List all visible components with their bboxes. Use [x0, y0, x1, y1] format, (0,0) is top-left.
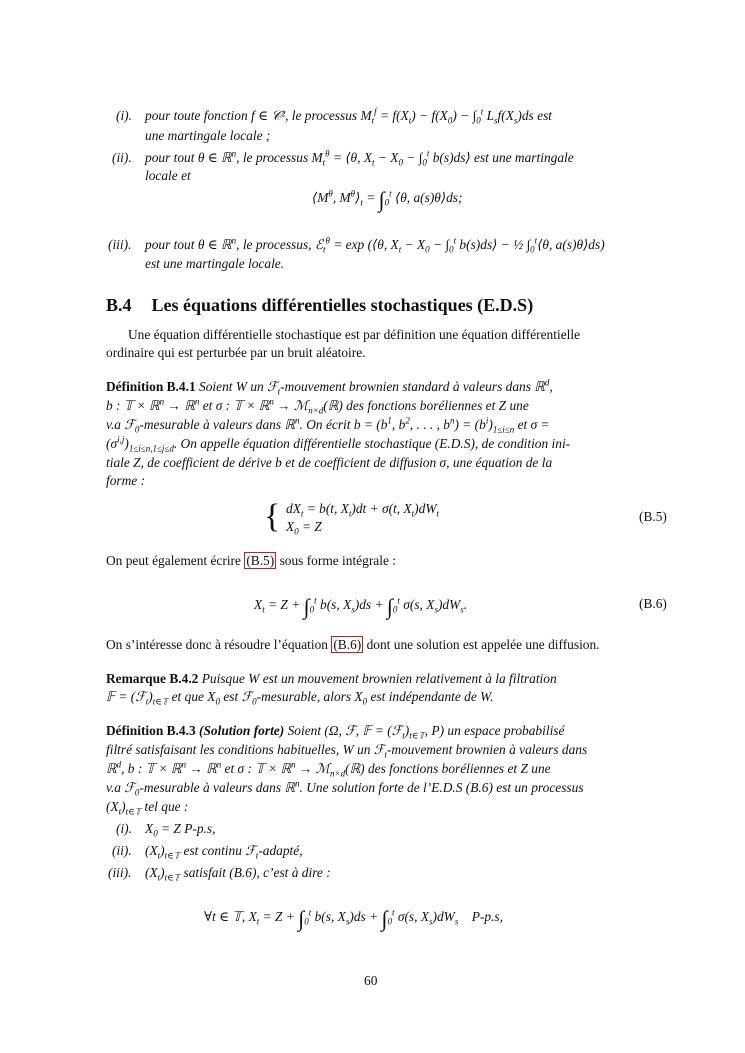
definition-b43-item3-text: $(X_t)_{t\in 𝕋}$ satisfait (B.6), c’est à dire : — [145, 865, 331, 883]
definition-b43-line4: v.a ℱ$_0$-mesurable à valeurs dans ℝ$^n$. Une solution forte de l’E.D.S (B.6) est un processus — [106, 778, 584, 798]
list1-item2-equation: $⟨M^\theta$, $M^\theta⟩_t = \int_0^t$ ⟨θ, a(s)θ⟩ds; — [312, 187, 463, 212]
ref-b5-link[interactable]: (B.5) — [246, 553, 275, 568]
definition-b41-line5: tiale Z, de coefficient de dérive b et de coefficient de diffusion σ, une équation de la — [106, 455, 553, 470]
text-after-b6 — [106, 636, 600, 654]
text-after-b6-after: dont une solution est appelée une diffusion. — [363, 637, 600, 652]
text-after-b5-before: On peut également écrire — [106, 553, 245, 568]
definition-b41-line1: Soient W un ℱ$_t$-mouvement brownien standard à valeurs dans ℝ$^d$, — [199, 377, 553, 397]
text-after-b6-before: On s’intéresse donc à résoudre l’équation — [106, 637, 332, 652]
list1-item2-line2: locale et — [145, 168, 191, 183]
section-number: B.4 — [106, 295, 132, 315]
list1-item1-line2: une martingale locale ; — [145, 128, 271, 143]
page-number: 60 — [364, 973, 378, 988]
text-after-b5 — [106, 552, 396, 570]
definition-b43-subhead: (Solution forte) — [199, 723, 285, 738]
list1-item3-line1: pour tout θ ∈ ℝ$^n$, le processus, ℰ$_t^\theta$ = exp (⟨θ, $X_t - X_0 - \int_0^t$ b(s)ds⟩ − ½ $\int_0^t⟨\theta$, a(s)θ⟩ds) — [145, 235, 605, 255]
list1-item1-line1: pour toute fonction f ∈ 𝒞², le processus $M_t^f = f(X_t) - f(X_0) - \int_0^t$ $L_sf(X_s)ds$ est — [145, 106, 552, 126]
definition-b43-item1-text: $X_0 = Z$ P-p.s, — [145, 821, 216, 839]
list1-item2-line1: pour tout θ ∈ ℝ$^n$, le processus $M_t^\theta$ = ⟨θ, $X_t - X_0 - \int_0^t$ b(s)ds⟩ est une martingale — [145, 148, 574, 168]
eq-b5-number: (B.5) — [639, 509, 667, 524]
definition-b43-line5: $(X_t)_{t\in 𝕋}$ tel que : — [106, 799, 189, 817]
remark-b42-line1: Puisque W est un mouvement brownien relativement à la filtration — [201, 671, 557, 686]
eq-b5-row2: $X_0 = Z$ — [286, 519, 322, 537]
list1-item3-line2: est une martingale locale. — [145, 256, 285, 271]
definition-b41-line2: b : 𝕋 × ℝ$^n$ → ℝ$^n$ et σ : 𝕋 × ℝ$^n$ → ℳ$_{n\times d}$(ℝ) des fonctions boréliennes et Z une — [106, 396, 529, 416]
definition-b41-head: Définition B.4.1 — [106, 379, 196, 394]
list1-item1-label: (i). — [116, 108, 132, 123]
intro-line1: Une équation différentielle stochastique est par définition une équation différentielle — [128, 327, 581, 342]
definition-b43-item1-label: (i). — [116, 821, 132, 836]
definition-b43-item3-label: (iii). — [108, 865, 132, 880]
section-title: Les équations différentielles stochastiques (E.D.S) — [151, 295, 534, 315]
definition-b41 — [106, 378, 553, 396]
eq-b6-body: $X_t = Z + \int_0^t$ b(s, $X_s)ds + \int_0^t$ σ(s, $X_s)dW_s$. — [254, 594, 468, 619]
intro-line2: ordinaire qui est perturbée par un bruit aléatoire. — [106, 345, 366, 360]
definition-b43-item2-text: $(X_t)_{t\in 𝕋}$ est continu ℱ$_t$-adapté, — [145, 843, 303, 861]
remark-b42 — [106, 670, 557, 688]
text-after-b5-after: sous forme intégrale : — [276, 553, 396, 568]
definition-b43-final-equation: ∀t ∈ 𝕋, $X_t = Z + \int_0^t$ b(s, $X_s)ds + \int_0^t$ σ(s, $X_s)dW_s$ P-p.s, — [204, 906, 503, 931]
definition-b43-line1: Soient (Ω, ℱ, 𝔽 = $(ℱ_t)_{t\in 𝕋}$, P) un espace probabilisé — [287, 723, 565, 741]
definition-b41-line6: forme : — [106, 473, 146, 488]
section-heading — [106, 295, 533, 316]
eq-b6-number: (B.6) — [639, 596, 667, 611]
remark-b42-head: Remarque B.4.2 — [106, 671, 199, 686]
remark-b42-line2: 𝔽 = $(ℱ_t)_{t\in 𝕋}$ et que $X_0$ est ℱ$_0$-mesurable, alors $X_0$ est indépendante de W. — [106, 689, 494, 707]
eq-b5-row1: $dX_t = b(t$, $X_t)dt + \sigma(t$, $X_t)dW_t$ — [286, 501, 439, 519]
definition-b43-head: Définition B.4.3 — [106, 723, 196, 738]
brace-symbol: { — [264, 498, 281, 535]
definition-b43-line2: filtré satisfaisant les conditions habituelles, W un ℱ$_t$-mouvement brownien à valeurs dans — [106, 742, 588, 760]
ref-b6-link[interactable]: (B.6) — [333, 637, 362, 652]
list1-item3-label: (iii). — [108, 237, 132, 252]
definition-b41-line3: v.a ℱ$_0$-mesurable à valeurs dans ℝ$^n$. On écrit $b = (b^1$, $b^2$, . . . , $b^n) = (b^i)_{1\le i\le n}$ et σ = — [106, 415, 550, 435]
list1-item2-label: (ii). — [112, 150, 132, 165]
definition-b41-line4: $(\sigma^{i,j})_{1\le i\le n,1\le j\le d}$. On appelle équation différentielle stochastique (E.D.S), de condition ini- — [106, 434, 571, 454]
definition-b43-line3: ℝ$^d$, b : 𝕋 × ℝ$^n$ → ℝ$^n$ et σ : 𝕋 × ℝ$^n$ → ℳ$_{n\times d}$(ℝ) des fonctions boréliennes et Z une — [106, 759, 551, 779]
definition-b43 — [106, 722, 564, 740]
definition-b43-item2-label: (ii). — [112, 843, 132, 858]
